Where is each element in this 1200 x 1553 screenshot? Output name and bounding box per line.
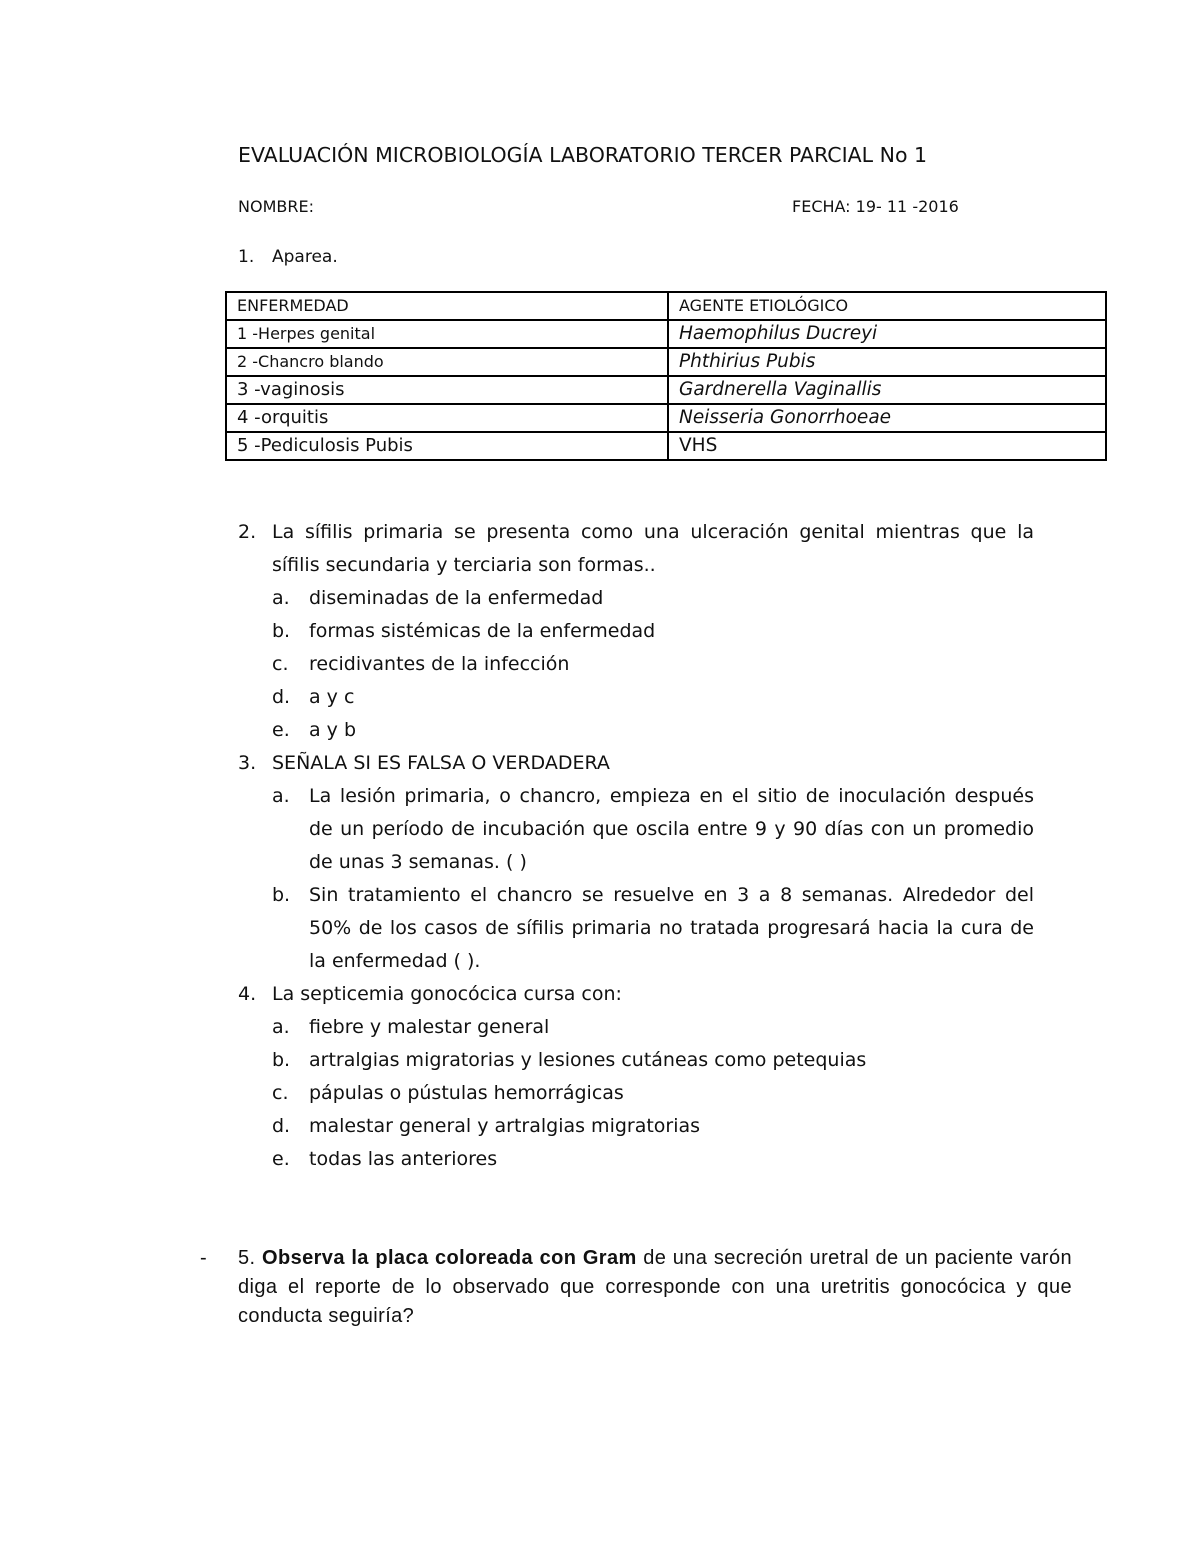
option-text: fiebre y malestar general bbox=[309, 1016, 550, 1038]
agent-cell: Neisseria Gonorrhoeae bbox=[668, 404, 1106, 432]
option-text: recidivantes de la infección bbox=[309, 653, 570, 675]
option-text: formas sistémicas de la enfermedad bbox=[309, 620, 656, 642]
table-header-row bbox=[226, 292, 1106, 320]
option-letter: b. bbox=[272, 884, 291, 906]
option-letter: e. bbox=[272, 1148, 290, 1170]
option-letter: b. bbox=[272, 620, 291, 642]
table-row bbox=[226, 320, 1106, 348]
agent-cell: VHS bbox=[668, 432, 1106, 460]
option-item bbox=[238, 582, 1034, 615]
agent-cell: Gardnerella Vaginallis bbox=[668, 376, 1106, 404]
option-letter: b. bbox=[272, 1049, 291, 1071]
question-3 bbox=[238, 747, 1034, 780]
header-agente: AGENTE ETIOLÓGICO bbox=[668, 292, 1106, 320]
question-number: 4. bbox=[238, 983, 257, 1005]
disease-cell: 3 -vaginosis bbox=[226, 376, 668, 404]
disease-cell: 5 -Pediculosis Pubis bbox=[226, 432, 668, 460]
option-text: La lesión primaria, o chancro, empieza en el sitio de inoculación después de un período de incubación que oscila entre 9 y 90 días con un promedio de unas 3 semanas. ( ) bbox=[309, 785, 1034, 873]
option-text: malestar general y artralgias migratorias bbox=[309, 1115, 701, 1137]
bullet-dash: - bbox=[200, 1247, 208, 1269]
question-text: La sífilis primaria se presenta como una ulceración genital mientras que la sífilis secundaria y terciaria son formas.. bbox=[272, 521, 1034, 576]
agent-cell: Phthirius Pubis bbox=[668, 348, 1106, 376]
option-item bbox=[238, 615, 1034, 648]
question-text: Aparea. bbox=[272, 247, 338, 267]
option-letter: a. bbox=[272, 587, 290, 609]
disease-cell: 2 -Chancro blando bbox=[226, 348, 668, 376]
question-5 bbox=[200, 1244, 1072, 1331]
option-text: Sin tratamiento el chancro se resuelve en 3 a 8 semanas. Alrededor del 50% de los casos de sífilis primaria no tratada progresará hacia la cura de la enfermedad ( ). bbox=[309, 884, 1034, 972]
page-title: EVALUACIÓN MICROBIOLOGÍA LABORATORIO TERCER PARCIAL No 1 bbox=[238, 143, 928, 167]
option-item bbox=[238, 681, 1034, 714]
option-item bbox=[238, 1143, 1034, 1176]
option-letter: c. bbox=[272, 653, 289, 675]
question-2 bbox=[238, 516, 1034, 582]
option-text: pápulas o pústulas hemorrágicas bbox=[309, 1082, 624, 1104]
question-4 bbox=[238, 978, 1034, 1011]
option-item bbox=[238, 780, 1034, 879]
option-letter: a. bbox=[272, 1016, 290, 1038]
option-letter: e. bbox=[272, 719, 290, 741]
header-enfermedad: ENFERMEDAD bbox=[226, 292, 668, 320]
option-text: todas las anteriores bbox=[309, 1148, 498, 1170]
question-text: La septicemia gonocócica cursa con: bbox=[272, 983, 622, 1005]
question-1 bbox=[238, 247, 338, 267]
date-label: FECHA: 19- 11 -2016 bbox=[792, 197, 959, 216]
option-letter: c. bbox=[272, 1082, 289, 1104]
question-number: 2. bbox=[238, 521, 257, 543]
questions-list bbox=[238, 516, 1034, 1176]
disease-cell: 1 -Herpes genital bbox=[226, 320, 668, 348]
option-letter: d. bbox=[272, 1115, 291, 1137]
disease-cell: 4 -orquitis bbox=[226, 404, 668, 432]
option-text: diseminadas de la enfermedad bbox=[309, 587, 604, 609]
option-text: artralgias migratorias y lesiones cutáneas como petequias bbox=[309, 1049, 867, 1071]
question-text: de una secreción uretral de un paciente varón diga el reporte de lo observado que corresponde con una uretritis gonocócica y que conducta seguiría? bbox=[238, 1247, 1072, 1327]
table-row bbox=[226, 348, 1106, 376]
table-row bbox=[226, 404, 1106, 432]
option-item bbox=[238, 714, 1034, 747]
matching-table bbox=[225, 291, 1107, 461]
question-number: 3. bbox=[238, 752, 257, 774]
option-item bbox=[238, 1011, 1034, 1044]
question-bold-text: Observa la placa coloreada con Gram bbox=[262, 1247, 637, 1269]
agent-cell: Haemophilus Ducreyi bbox=[668, 320, 1106, 348]
question-number: 1. bbox=[238, 247, 255, 267]
option-text: a y c bbox=[309, 686, 355, 708]
option-item bbox=[238, 1077, 1034, 1110]
table-row bbox=[226, 376, 1106, 404]
table-row bbox=[226, 432, 1106, 460]
question-number: 5. bbox=[238, 1247, 256, 1269]
option-text: a y b bbox=[309, 719, 357, 741]
question-text: SEÑALA SI ES FALSA O VERDADERA bbox=[272, 752, 610, 774]
name-label: NOMBRE: bbox=[238, 197, 314, 216]
option-letter: d. bbox=[272, 686, 291, 708]
option-item bbox=[238, 1110, 1034, 1143]
option-letter: a. bbox=[272, 785, 290, 807]
option-item bbox=[238, 879, 1034, 978]
option-item bbox=[238, 648, 1034, 681]
option-item bbox=[238, 1044, 1034, 1077]
